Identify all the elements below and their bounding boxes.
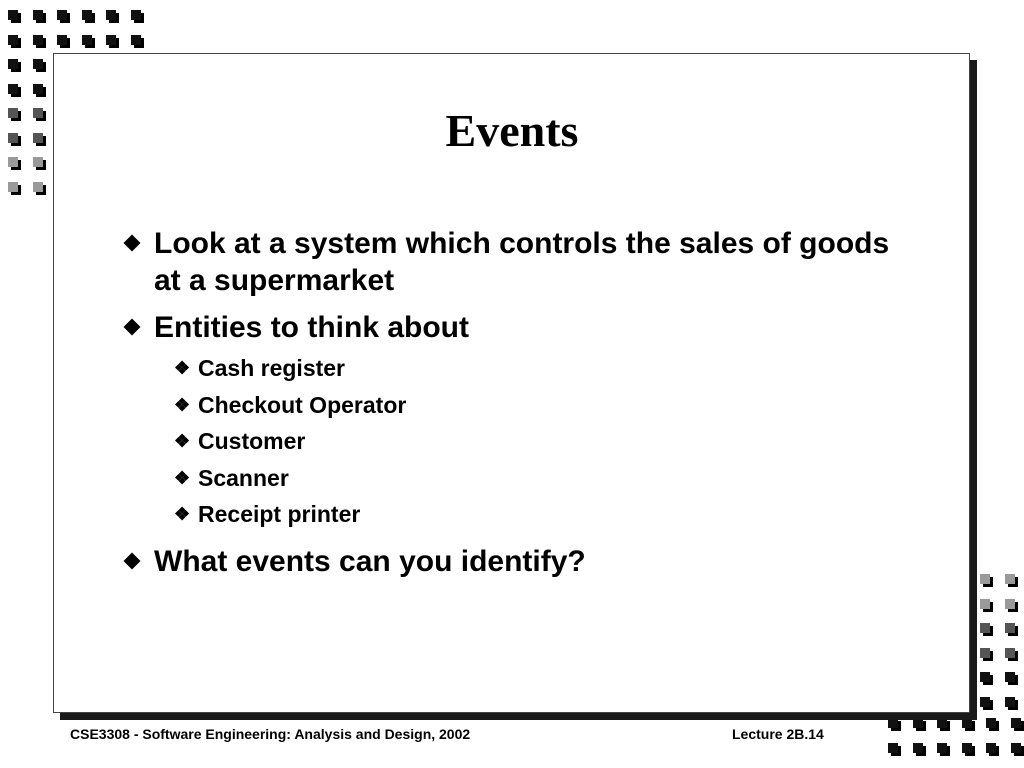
decorative-square: [1005, 599, 1019, 613]
decorative-square-mark: [8, 84, 18, 94]
decorative-square: [8, 84, 22, 98]
decorative-square-mark: [8, 35, 18, 45]
decorative-square: [1005, 697, 1019, 711]
bullet-item: [120, 543, 910, 580]
sub-bullet-text: Checkout Operator: [198, 391, 407, 418]
decorative-square-mark: [33, 59, 43, 69]
decorative-square-mark: [980, 599, 990, 609]
decorative-square: [8, 59, 22, 73]
decorative-square-mark: [980, 697, 990, 707]
decorative-square: [1005, 648, 1019, 662]
decorative-square-mark: [57, 35, 67, 45]
decorative-square: [888, 718, 902, 732]
decorative-square: [82, 35, 96, 49]
clover-bullet-icon: ❖: [174, 358, 191, 378]
decorative-square: [980, 672, 994, 686]
sub-bullet-text: Cash register: [198, 355, 346, 381]
decorative-square: [131, 10, 145, 24]
bullet-item: [120, 309, 910, 533]
sub-bullet-text: Customer: [198, 428, 306, 454]
decorative-square-mark: [1005, 697, 1015, 707]
decorative-square-mark: [980, 623, 990, 633]
decorative-square-mark: [1005, 648, 1015, 658]
decorative-square-mark: [82, 10, 92, 20]
decorative-square-mark: [106, 10, 116, 20]
decorative-square-mark: [131, 10, 141, 20]
decorative-square-mark: [1005, 623, 1015, 633]
decorative-square-mark: [1005, 672, 1015, 682]
decorative-square-mark: [980, 672, 990, 682]
decorative-square: [962, 718, 976, 732]
decorative-square-mark: [986, 743, 996, 753]
decorative-square: [8, 35, 22, 49]
clover-bullet-icon: ❖: [174, 504, 191, 524]
bullet-text: What events can you identify?: [154, 544, 586, 578]
decorative-square-mark: [8, 182, 18, 192]
decorative-square: [8, 10, 22, 24]
decorative-square: [962, 743, 976, 757]
decorative-square-mark: [33, 10, 43, 20]
sub-bullet-item: [174, 350, 910, 387]
bullet-item: [120, 225, 910, 299]
decorative-square-mark: [82, 35, 92, 45]
decorative-square: [980, 697, 994, 711]
decorative-square-mark: [888, 743, 898, 753]
decorative-square: [1005, 672, 1019, 686]
bullet-list: [120, 225, 910, 590]
decorative-square: [106, 35, 120, 49]
decorative-square: [33, 182, 47, 196]
decorative-square: [888, 743, 902, 757]
sub-bullet-item: [174, 423, 910, 460]
decorative-square: [57, 35, 71, 49]
decorative-square: [33, 35, 47, 49]
decorative-square: [986, 743, 1000, 757]
decorative-square: [937, 743, 951, 757]
decorative-square: [82, 10, 96, 24]
bullet-text: Look at a system which controls the sales of goods at a supermarket: [154, 227, 890, 297]
decorative-square: [980, 648, 994, 662]
clover-bullet-icon: ❖: [174, 394, 191, 415]
clover-bullet-icon: ❖: [174, 431, 191, 451]
sub-bullet-text: Receipt printer: [198, 501, 361, 527]
decorative-square-mark: [57, 10, 67, 20]
decorative-square: [8, 182, 22, 196]
sub-bullet-item: [174, 387, 910, 424]
decorative-square: [937, 718, 951, 732]
decorative-square: [57, 10, 71, 24]
decorative-square: [980, 623, 994, 637]
decorative-square-mark: [106, 35, 116, 45]
sub-bullet-item: [174, 460, 910, 497]
decorative-square-mark: [937, 743, 947, 753]
decorative-square: [986, 718, 1000, 732]
decorative-square: [913, 743, 927, 757]
decorative-square-mark: [8, 10, 18, 20]
decorative-square: [106, 10, 120, 24]
decorative-square-mark: [962, 743, 972, 753]
clover-bullet-icon: ❖: [174, 467, 191, 488]
decorative-square: [33, 10, 47, 24]
decorative-square-mark: [986, 718, 996, 728]
decorative-square-mark: [131, 35, 141, 45]
decorative-square: [980, 599, 994, 613]
decorative-square-mark: [980, 574, 990, 584]
decorative-square-mark: [1011, 743, 1021, 753]
decorative-square-mark: [1005, 574, 1015, 584]
decorative-square: [980, 574, 994, 588]
sub-bullet-text: Scanner: [198, 464, 289, 491]
decorative-square-mark: [8, 59, 18, 69]
decorative-square: [8, 157, 22, 171]
diamond-bullet-icon: [124, 319, 141, 336]
decorative-square-mark: [980, 648, 990, 658]
decorative-square-mark: [913, 743, 923, 753]
decorative-square: [131, 35, 145, 49]
decorative-square: [33, 84, 47, 98]
decorative-square: [1005, 623, 1019, 637]
decorative-square-mark: [33, 182, 43, 192]
footer-course: CSE3308 - Software Engineering: Analysis and Design, 2002: [70, 726, 471, 742]
diamond-bullet-icon: [124, 235, 141, 252]
footer-lecture-number: Lecture 2B.14: [732, 726, 824, 742]
decorative-square: [913, 718, 927, 732]
decorative-square-mark: [33, 35, 43, 45]
bullet-text: Entities to think about: [154, 311, 469, 344]
decorative-square: [1011, 743, 1024, 757]
diamond-bullet-icon: [124, 552, 141, 569]
decorative-square: [1005, 574, 1019, 588]
decorative-square-mark: [1011, 718, 1021, 728]
decorative-square: [33, 157, 47, 171]
sub-bullet-item: [174, 496, 910, 533]
decorative-square: [33, 59, 47, 73]
decorative-square-mark: [33, 84, 43, 94]
slide-title: Events: [445, 105, 579, 156]
sub-bullet-list: [154, 350, 910, 533]
decorative-square: [1011, 718, 1024, 732]
decorative-square-mark: [1005, 599, 1015, 609]
